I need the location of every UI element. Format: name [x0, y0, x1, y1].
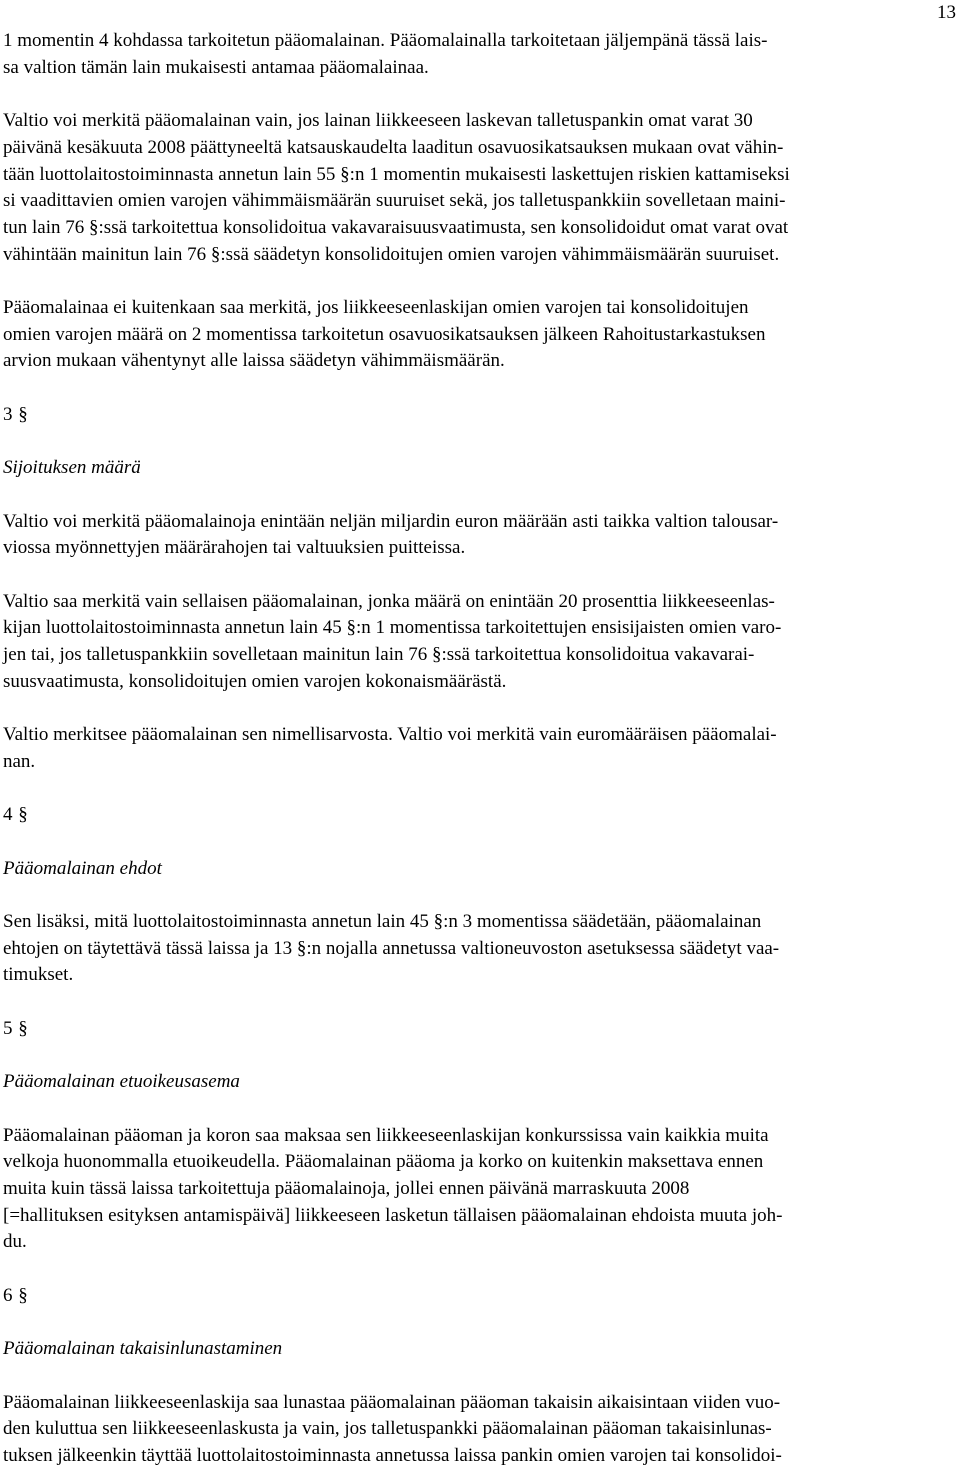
intro-paragraph: 1 momentin 4 kohdassa tarkoitetun pääomalainan. Pääomalainalla tarkoitetaan jäljempänä tässä lais- sa valtion tämän lain mukaisesti antamaa pääomalainaa.	[3, 30, 768, 78]
page-number: 13	[937, 2, 956, 23]
section-3-para-3: Valtio merkitsee pääomalainan sen nimellisarvosta. Valtio voi merkitä vain euromääräisen pääomalai- nan.	[3, 724, 777, 772]
section-4-para-1: Sen lisäksi, mitä luottolaitostoiminnasta annetun lain 45 §:n 3 momentissa säädetään, pääomalainan ehtojen on täytettävä tässä laissa ja 13 §:n nojalla annetussa valtioneuvoston asetuksessa säädetyt vaa- timukset.	[3, 911, 780, 986]
exception-paragraph: Pääomalainaa ei kuitenkaan saa merkitä, jos liikkeeseenlaskijan omien varojen tai konsolidoitujen omien varojen määrä on 2 momentissa tarkoitetun osavuosikatsauksen jälkeen Rahoitustarkastuksen arvion mukaan vähentynyt alle laissa säädetyn vähimmäismäärän.	[3, 297, 766, 372]
section-5-para-1: Pääomalainan pääoman ja koron saa maksaa sen liikkeeseenlaskijan konkurssissa vain kaikkia muita velkoja huonommalla etuoikeudella. Pääomalainan pääoma ja korko on kuitenkin maksettava ennen muita kuin tässä laissa tarkoitettuja pääomalainoja, jollei ennen päivänä marraskuuta 2008 [=hallituksen esityksen antamispäivä] liikkeeseen lasketun tällaisen pääomalainan ehdoista muuta joh- du.	[3, 1124, 783, 1253]
document-body	[3, 28, 955, 1470]
section-3-para-2: Valtio saa merkitä vain sellaisen pääomalainan, jonka määrä on enintään 20 prosenttia liikkeeseenlas- kijan luottolaitostoiminnasta annetun lain 45 §:n 1 momentissa tarkoitettujen ensisijaisten omien varo- jen tai, jos talletuspankkiin sovelletaan mainitun lain 76 §:ssä tarkoitettua konsolidoitua vakavarai- suusvaatimusta, konsolidoitujen omien varojen kokonaismäärästä.	[3, 590, 782, 692]
section-3-para-1: Valtio voi merkitä pääomalainoja enintään neljän miljardin euron määrään asti taikka valtion talousar- viossa myönnettyjen määrärahojen tai valtuuksien puitteissa.	[3, 510, 779, 559]
section-5-title: Pääomalainan etuoikeusasema	[3, 1071, 240, 1093]
own-funds-paragraph: Valtio voi merkitä pääomalainan vain, jos lainan liikkeeseen laskevan talletuspankin omat varat 30 päivänä kesäkuuta 2008 päättyneeltä katsauskaudelta laaditun osavuosikatsauksen mukaan ovat vähin- tään luottolaitostoiminnasta annetun lain 55 §:n 1 momentin mukaisesti laskettujen riskien kattamiseksi si vaadittavien omien varojen vähimmäismäärän suuruiset sekä, jos talletuspankkiin sovelletaan maini- tun lain 76 §:ssä tarkoitettua konsolidoitua vakavaraisuusvaatimusta, sen konsolidoidut omat varat ovat vähintään mainitun lain 76 §:ssä säädetyn konsolidoitujen omien varojen vähimmäismäärän suuruiset.	[3, 110, 790, 265]
section-6-title: Pääomalainan takaisinlunastaminen	[3, 1338, 283, 1360]
section-6-number: 6 §	[3, 1284, 29, 1306]
section-5-number: 5 §	[3, 1017, 29, 1039]
section-4-number: 4 §	[3, 804, 29, 826]
section-4-title: Pääomalainan ehdot	[3, 857, 162, 879]
section-3-title: Sijoituksen määrä	[3, 457, 141, 479]
section-6-para-1: Pääomalainan liikkeeseenlaskija saa lunastaa pääomalainan pääoman takaisin aikaisintaan viiden vuo- den kuluttua sen liikkeeseenlaskusta ja vain, jos talletuspankki pääomalainan pääoman takaisinlunas- tuksen jälkeenkin täyttää luottolaitostoiminnasta annetussa laissa pankin omien varojen tai konsolidoi-	[3, 1391, 782, 1467]
section-3-number: 3 §	[3, 403, 29, 425]
